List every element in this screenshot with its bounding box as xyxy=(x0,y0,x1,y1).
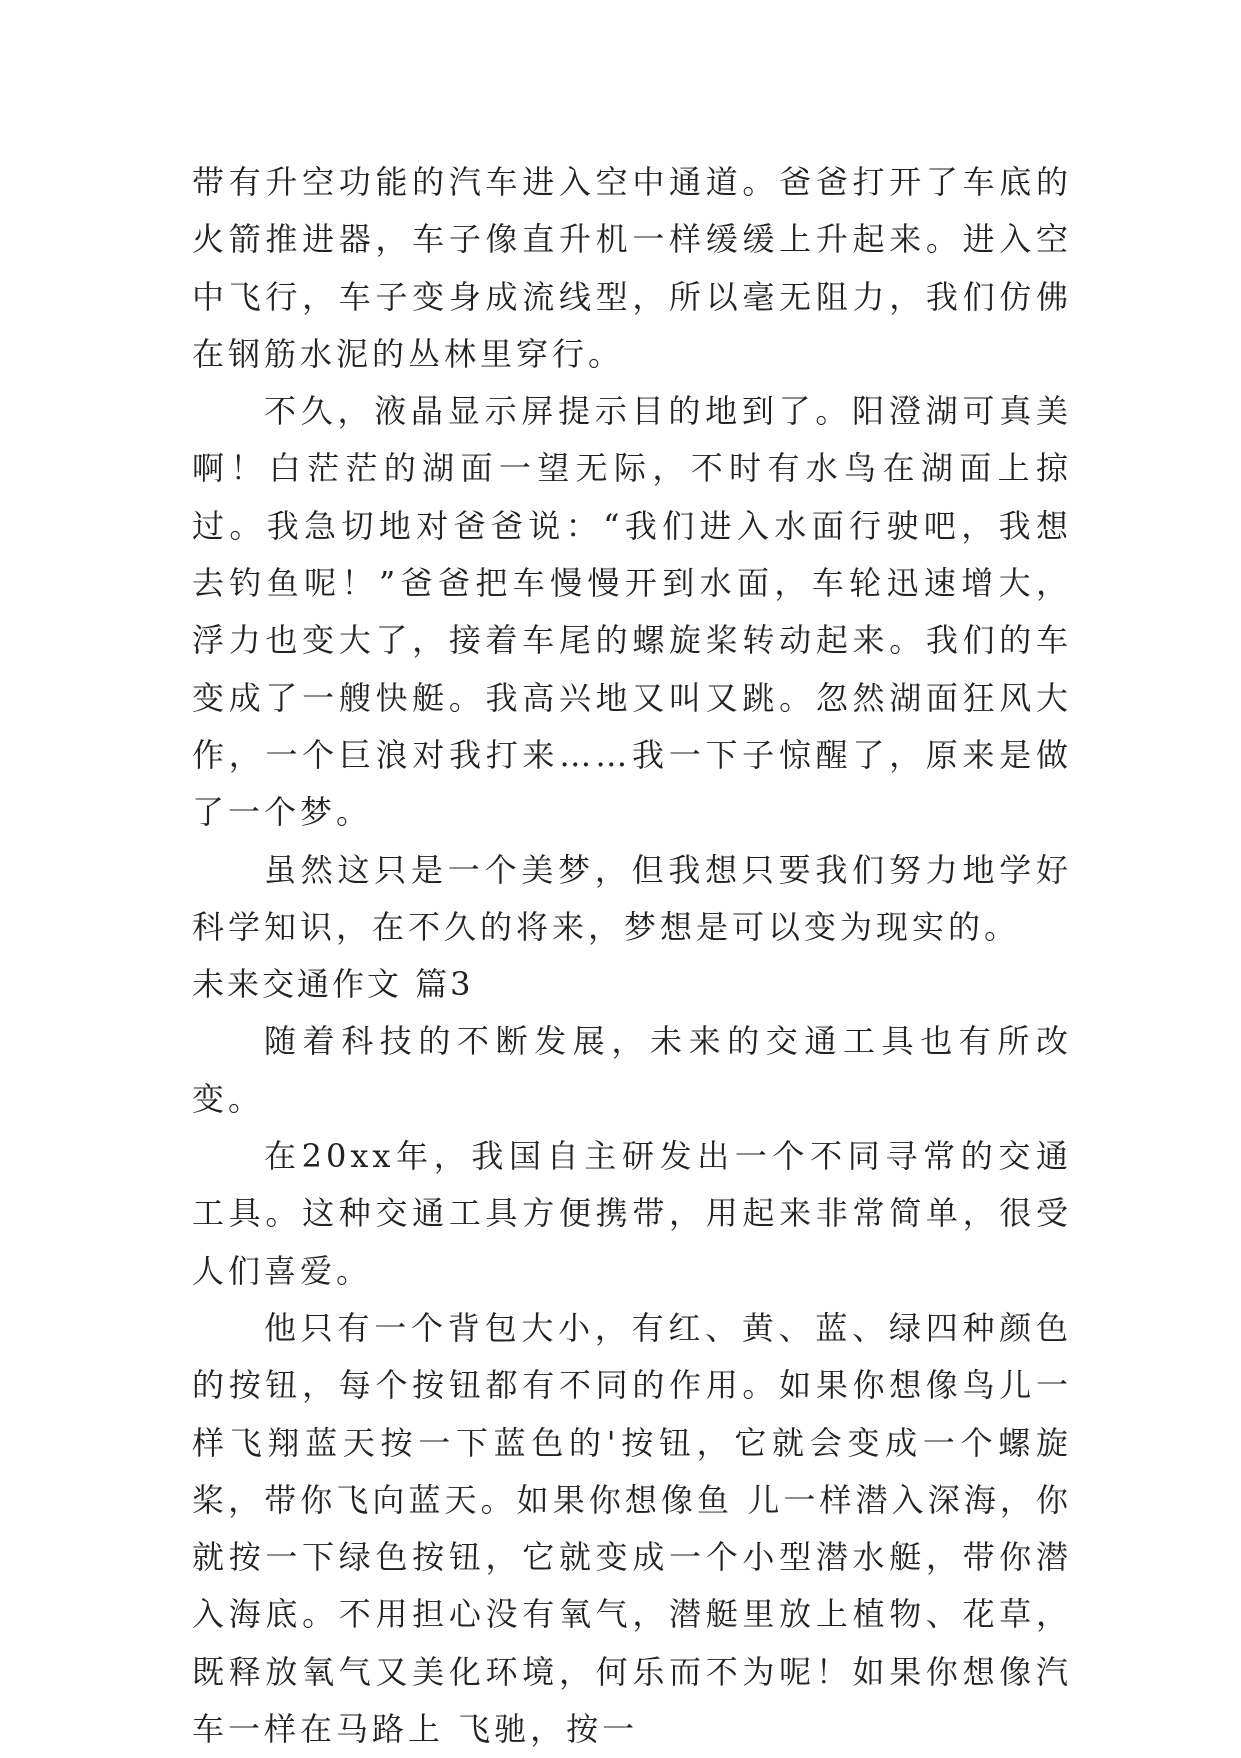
document-body xyxy=(192,154,1072,1758)
paragraph-4: 随着科技的不断发展，未来的交通工具也有所改变。 xyxy=(192,1022,1072,1118)
paragraph-5: 在20xx年，我国自主研发出一个不同寻常的交通工具。这种交通工具方便携带，用起来非常简单，很受人们喜爱。 xyxy=(192,1137,1072,1290)
paragraph-2: 不久，液晶显示屏提示目的地到了。阳澄湖可真美啊！白茫茫的湖面一望无际，不时有水鸟在湖面上掠过。我急切地对爸爸说：“我们进入水面行驶吧，我想去钓鱼呢！”爸爸把车慢慢开到水面，车轮迅速增大，浮力也变大了，接着车尾的螺旋桨转动起来。我们的车变成了一艘快艇。我高兴地又叫又跳。忽然湖面狂风大作，一个巨浪对我打来……我一下子惊醒了，原来是做了一个梦。 xyxy=(192,392,1072,832)
paragraph-3: 虽然这只是一个美梦，但我想只要我们努力地学好科学知识，在不久的将来，梦想是可以变为现实的。 xyxy=(192,850,1072,946)
paragraph-1: 带有升空功能的汽车进入空中通道。爸爸打开了车底的火箭推进器，车子像直升机一样缓缓上升起来。进入空中飞行，车子变身成流线型，所以毫无阻力，我们仿佛在钢筋水泥的丛林里穿行。 xyxy=(192,163,1072,373)
paragraph-6: 他只有一个背包大小，有红、黄、蓝、绿四种颜色的按钮，每个按钮都有不同的作用。如果你想像鸟儿一样飞翔蓝天按一下蓝色的'按钮，它就会变成一个螺旋桨，带你飞向蓝天。如果你想像鱼 儿一样潜入深海，你就按一下绿色按钮，它就变成一个小型潜水艇，带你潜入海底。不用担心没有氧气，潜艇里放上植物、花草，既释放氧气又美化环境，何乐而不为呢！如果你想像汽车一样在马路上 飞驰，按一 xyxy=(192,1308,1072,1749)
section-heading: 未来交通作文 篇3 xyxy=(192,965,474,1004)
